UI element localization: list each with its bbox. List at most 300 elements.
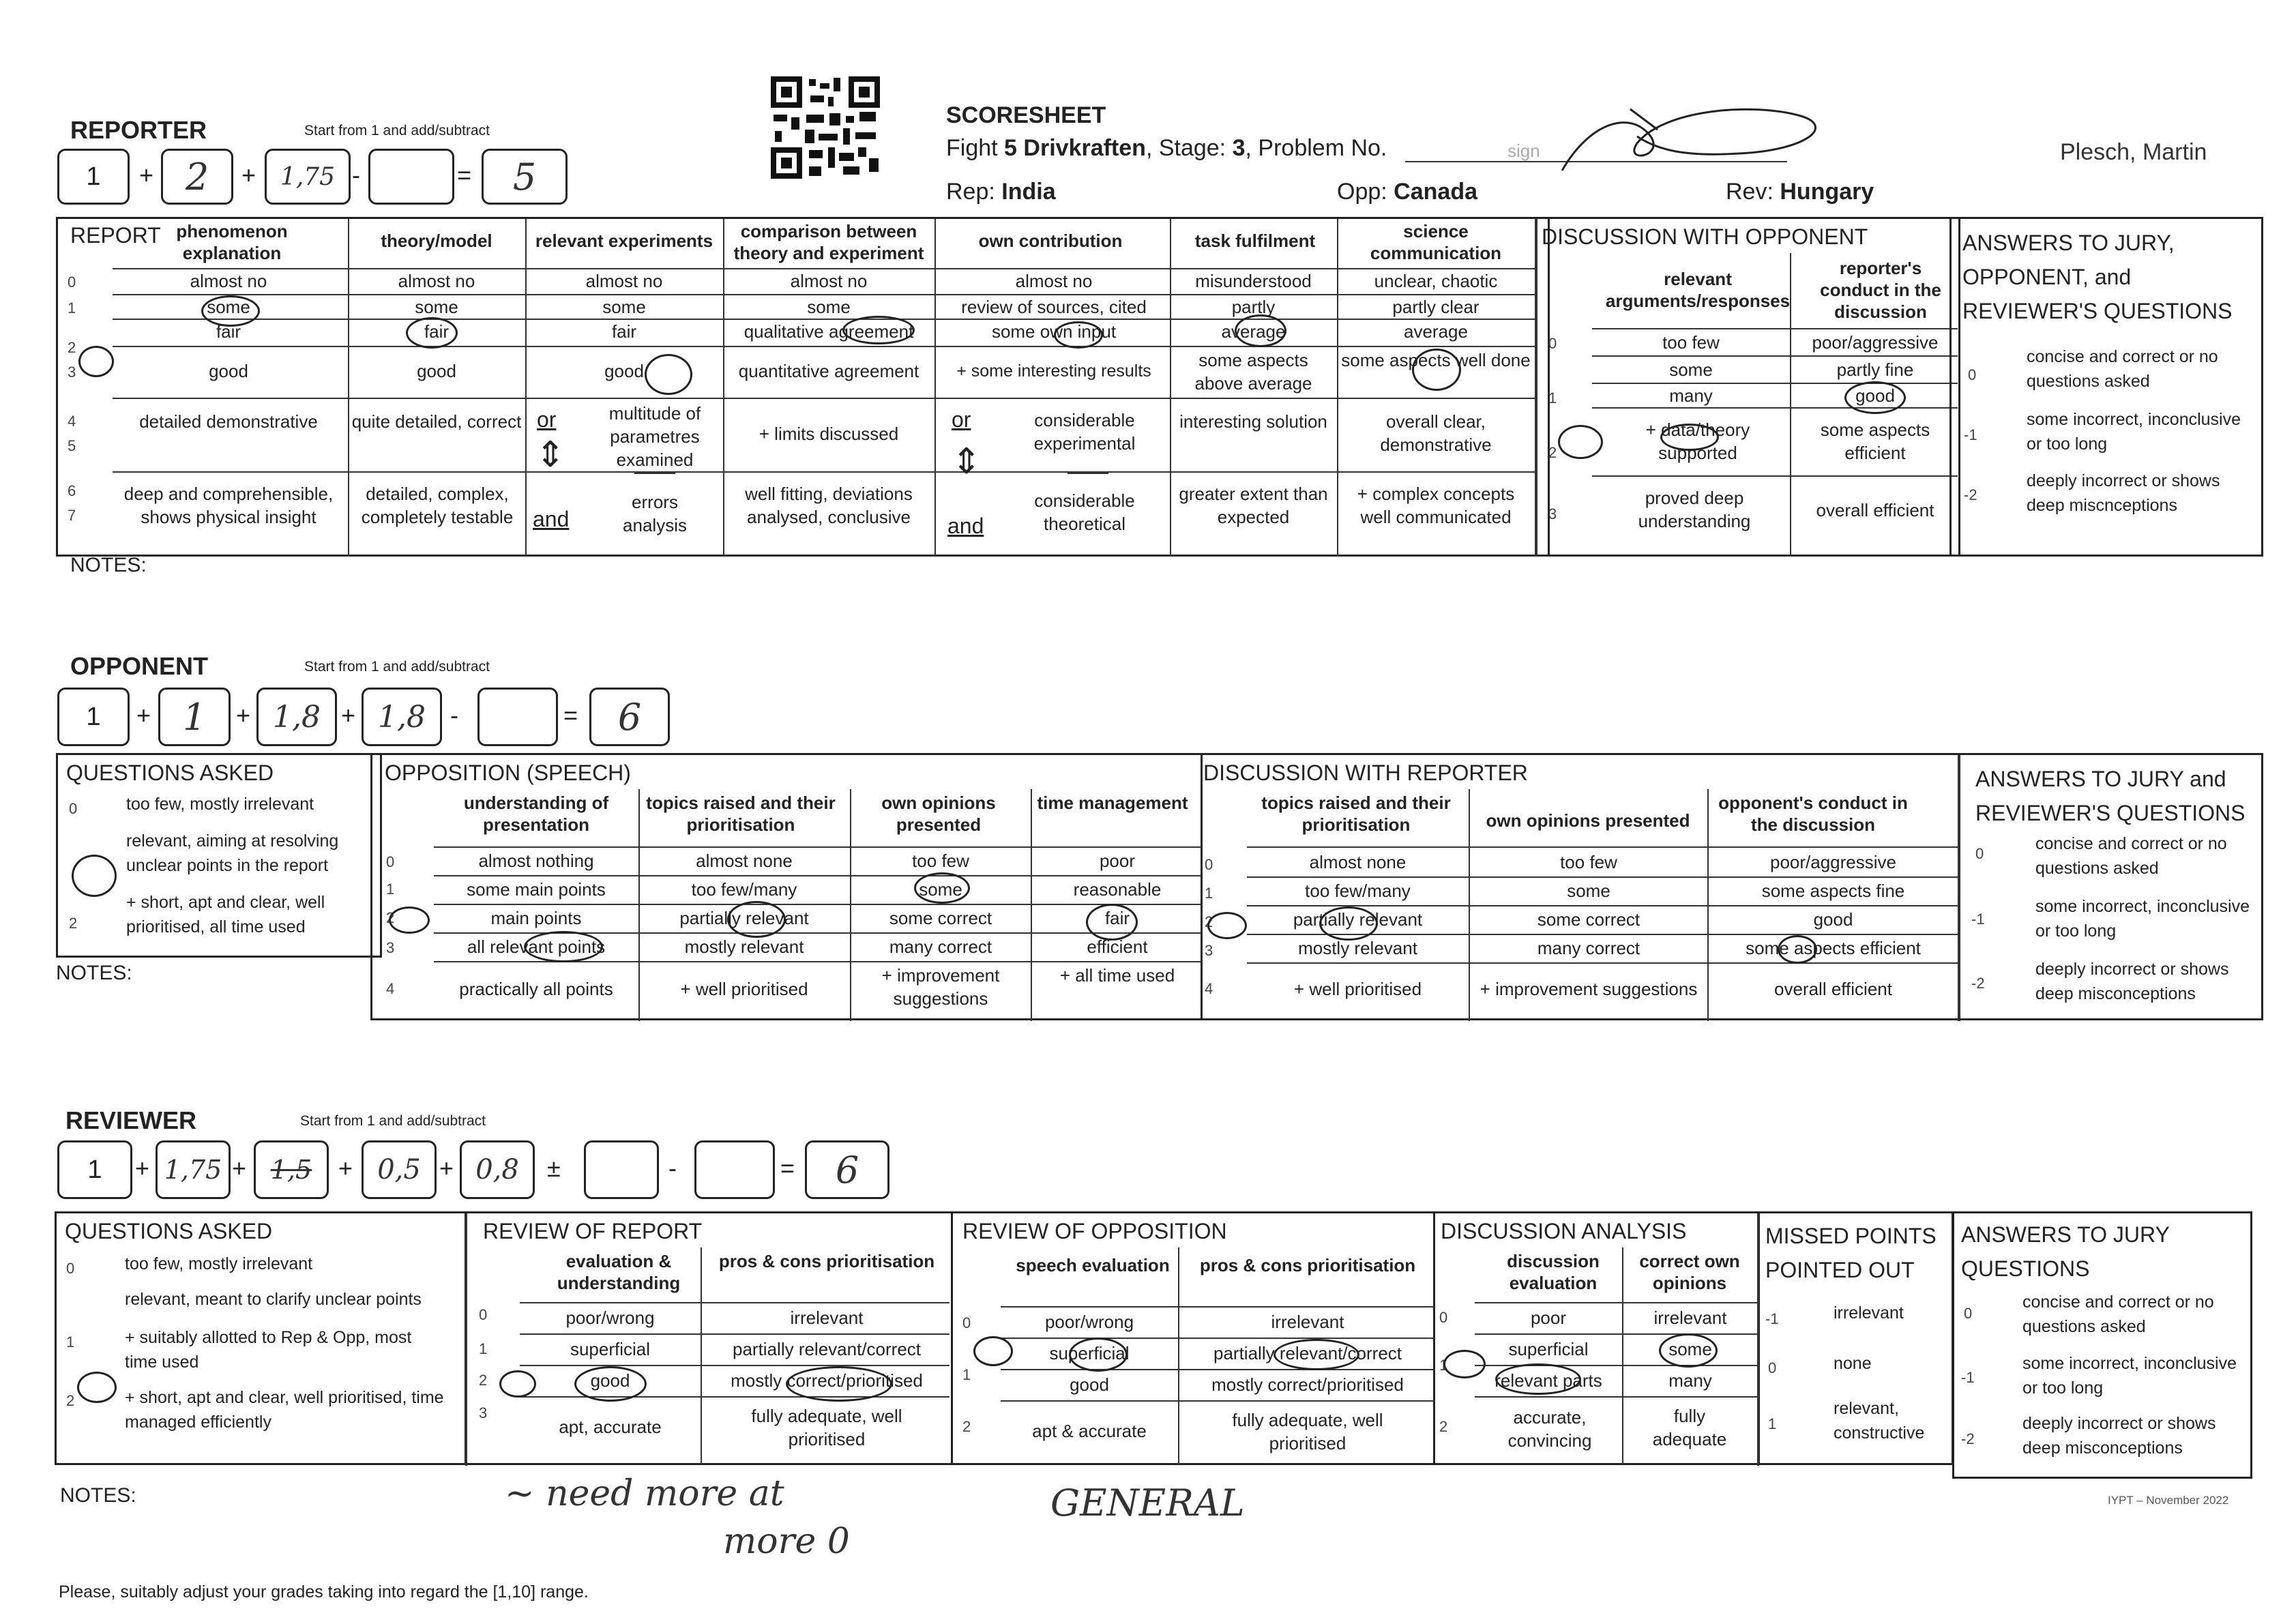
cell: too few/many <box>691 879 797 900</box>
cell: many <box>1669 385 1713 406</box>
col-header: pros & cons prioritisation <box>1199 1255 1416 1275</box>
row-number: 0 <box>66 1260 75 1277</box>
row-number: 3 <box>479 1404 488 1421</box>
cell: + well prioritised <box>680 979 808 999</box>
equals-sign: = <box>563 701 578 729</box>
reviewer-hint: Start from 1 and add/subtract <box>300 1113 486 1129</box>
cell: some aspects efficient <box>1746 938 1921 958</box>
juror-name: Plesch, Martin <box>2060 139 2207 165</box>
row-number: 1 <box>68 299 76 316</box>
report-label: REPORT <box>70 223 161 248</box>
row-number: 0 <box>1964 1305 1973 1322</box>
rep-label: Rep: <box>946 179 995 205</box>
reporter-score-2[interactable] <box>265 149 351 205</box>
row-divider <box>1001 1369 1434 1370</box>
cell: partly fine <box>1836 359 1914 380</box>
row-divider <box>434 904 1201 905</box>
opponent-answers-panel <box>1959 753 2263 1020</box>
rev-team: Hungary <box>1780 179 1874 205</box>
da-title: DISCUSSION ANALYSIS <box>1441 1219 1687 1243</box>
reviewer-questions-panel <box>55 1211 467 1465</box>
cell: almost none <box>696 851 793 871</box>
row-number: 5 <box>68 437 76 454</box>
answers-title: ANSWERS TO JURY and REVIEWER'S QUESTIONS <box>1975 767 2246 825</box>
cell: partly <box>1231 297 1276 317</box>
opponent-score-1[interactable] <box>158 688 231 746</box>
row-number: -1 <box>1961 1369 1975 1386</box>
cell: partially relevant <box>679 908 809 928</box>
cell: practically all points <box>459 979 613 999</box>
cell: mostly relevant <box>1298 938 1417 958</box>
hand-circle <box>1558 425 1603 459</box>
cell: overall efficient <box>1774 979 1892 999</box>
cell: proved deep understanding <box>1638 488 1751 531</box>
col-header: own opinions presented <box>881 793 996 835</box>
cell: poor <box>1099 851 1136 871</box>
plus-sign: + <box>139 161 154 189</box>
cell: + well prioritised <box>1293 979 1422 999</box>
row-number: 1 <box>66 1333 75 1350</box>
cell: good <box>1813 909 1853 930</box>
double-arrow-icon: ⇕ <box>952 442 982 482</box>
row-number: 0 <box>1975 845 1984 862</box>
hand-circle <box>1844 381 1906 414</box>
and-label: and <box>947 514 984 538</box>
row-number: 1 <box>1205 885 1213 902</box>
fight-name: Drivkraften <box>1023 135 1146 161</box>
reporter-score-minus[interactable] <box>368 149 454 205</box>
cell: detailed, complex, completely testable <box>361 484 514 527</box>
hand-circle <box>406 317 458 349</box>
cell: almost no <box>1015 271 1093 291</box>
answer-option: deeply incorrect or shows deep misconceptions <box>2035 960 2229 1003</box>
cell: greater extent than expected <box>1179 484 1328 527</box>
col-header: opponent's conduct in the discussion <box>1718 793 1908 835</box>
plus-sign: + <box>232 1154 247 1182</box>
row-number: -2 <box>1961 1430 1975 1447</box>
cell: + limits discussed <box>759 424 899 444</box>
minus-sign: - <box>668 1154 677 1182</box>
hand-circle <box>72 855 117 897</box>
row-divider <box>1592 355 1958 357</box>
cell: accurate, convincing <box>1507 1407 1592 1451</box>
equals-sign: = <box>457 161 472 189</box>
cell: mostly relevant <box>684 936 804 957</box>
stage-label: , Stage: <box>1145 135 1226 161</box>
answers-title: ANSWERS TO JURY QUESTIONS <box>1961 1222 2170 1281</box>
cell: + some interesting results <box>956 361 1151 381</box>
col-header: task fulfilment <box>1194 231 1316 251</box>
reviewer-title: REVIEWER <box>65 1106 197 1134</box>
row-number: 3 <box>68 364 76 381</box>
plus-minus-sign: ± <box>547 1154 561 1182</box>
disc-rep-title: DISCUSSION WITH REPORTER <box>1203 761 1528 785</box>
cell: fully adequate, well prioritised <box>1232 1410 1383 1453</box>
row-number: 2 <box>1439 1418 1448 1435</box>
row-divider <box>1001 1338 1434 1339</box>
hand-circle <box>1274 1339 1359 1370</box>
hand-circle <box>201 295 260 327</box>
cell: multitude of parametres examined <box>608 403 701 470</box>
col-divider <box>723 219 724 557</box>
col-divider <box>1170 219 1171 557</box>
opponent-score-minus[interactable] <box>477 688 558 746</box>
opponent-questions-panel <box>56 753 382 958</box>
rev-line <box>1726 179 1874 205</box>
review-of-report-panel <box>465 1211 953 1465</box>
row-divider <box>520 1365 950 1366</box>
answer-option: some incorrect, inconclusive or too long <box>2022 1354 2237 1398</box>
col-header: pros & cons prioritisation <box>718 1251 935 1271</box>
row-number: 4 <box>68 413 76 430</box>
hand-circle <box>77 1372 117 1403</box>
col-divider <box>934 219 936 557</box>
cell: quite detailed, correct <box>351 411 522 432</box>
hand-circle <box>524 931 603 962</box>
cell: some <box>602 297 646 317</box>
row-number: 2 <box>1548 444 1557 461</box>
review-of-opposition-panel <box>951 1211 1435 1465</box>
plus-sign: + <box>136 701 151 729</box>
col-header: theory/model <box>381 231 492 251</box>
cell: too few <box>1560 852 1617 872</box>
cell: average <box>1221 321 1286 342</box>
speech-title: OPPOSITION (SPEECH) <box>385 761 631 785</box>
cell: good <box>1855 385 1895 406</box>
row-number: 1 <box>1548 389 1557 407</box>
handwritten-note: ~ need more at <box>505 1473 784 1514</box>
missed-option: none <box>1834 1354 1872 1373</box>
cell: almost none <box>1309 852 1407 872</box>
plus-sign: + <box>135 1154 150 1182</box>
answer-option: some incorrect, inconclusive or too long <box>2027 410 2241 454</box>
scoresheet-title: SCORESHEET <box>946 102 1106 128</box>
reviewer-score-1-value: 1,75 <box>164 1155 222 1185</box>
cell: some <box>415 297 458 317</box>
rev-label: Rev: <box>1726 179 1773 205</box>
col-header: reporter's conduct in the discussion <box>1820 258 1941 322</box>
cell: partially relevant/correct <box>733 1339 921 1359</box>
cell: considerable experimental <box>1033 410 1136 454</box>
or-label: or <box>537 407 557 432</box>
hand-circle <box>786 1366 892 1402</box>
cell: overall clear, demonstrative <box>1380 411 1492 455</box>
plus-sign: + <box>236 701 251 729</box>
reporter-score-base <box>57 149 130 205</box>
cell-divider <box>1068 473 1108 474</box>
reviewer-score-1[interactable] <box>156 1140 231 1199</box>
cell: misunderstood <box>1195 271 1312 291</box>
row-number: 2 <box>69 915 78 932</box>
reviewer-score-3[interactable] <box>362 1140 437 1199</box>
reviewer-score-2-value: 1,5 <box>270 1155 312 1185</box>
cell: all relevant points <box>467 936 606 957</box>
row-divider <box>1247 846 1958 848</box>
cell: review of sources, cited <box>961 297 1147 317</box>
question-option: too few, mostly irrelevant <box>126 795 314 814</box>
row-number: 0 <box>1968 366 1977 383</box>
row-number: -1 <box>1964 426 1977 443</box>
question-option: + short, apt and clear, well prioritised, all time used <box>126 893 325 936</box>
cell: considerable theoretical <box>1034 490 1135 534</box>
cell: partly clear <box>1392 297 1480 317</box>
row-divider <box>1592 407 1958 409</box>
cell: some <box>1668 1339 1712 1359</box>
cell: almost no <box>398 271 475 291</box>
row-divider <box>1247 876 1958 878</box>
col-header: relevant experiments <box>535 231 713 251</box>
equals-sign: = <box>780 1154 795 1182</box>
question-option: relevant, meant to clarify unclear points <box>125 1290 422 1309</box>
missed-option: relevant, constructive <box>1834 1399 1925 1443</box>
opposition-speech-panel <box>370 753 1203 1020</box>
row-divider <box>113 346 1535 347</box>
opponent-score-2[interactable] <box>256 688 337 746</box>
col-header: comparison between theory and experiment <box>733 221 924 263</box>
row-divider <box>1475 1302 1757 1303</box>
reporter-title: REPORTER <box>70 116 207 144</box>
hand-circle <box>1659 1333 1718 1368</box>
handwritten-note: GENERAL <box>1050 1481 1245 1524</box>
row-number: 2 <box>68 339 76 356</box>
discussion-with-reporter-panel <box>1192 753 1960 1020</box>
handwritten-note: more 0 <box>723 1521 850 1562</box>
cell: almost no <box>585 271 663 291</box>
cell: fair <box>1104 908 1130 928</box>
reviewer-score-4[interactable] <box>460 1140 535 1199</box>
row-divider <box>520 1302 950 1303</box>
cell: + improvement suggestions <box>1480 979 1698 999</box>
opponent-score-2-value: 1,8 <box>273 699 321 735</box>
row-number: 4 <box>386 980 395 997</box>
opponent-score-3-value: 1,8 <box>378 699 426 735</box>
col-header: relevant arguments/responses <box>1605 269 1791 311</box>
cell: superficial <box>570 1339 651 1359</box>
row-number: 0 <box>68 274 76 291</box>
sign-label: sign <box>1507 141 1540 161</box>
cell: poor/wrong <box>1044 1312 1134 1332</box>
row-number: 2 <box>386 909 395 926</box>
row-number: 0 <box>1205 856 1213 873</box>
cell: some aspects above average <box>1194 350 1312 394</box>
col-header: science communication <box>1370 221 1502 263</box>
answer-option: concise and correct or no questions asked <box>2022 1293 2214 1336</box>
cell: + data/theory supported <box>1645 419 1750 463</box>
col-divider <box>465 1213 467 1466</box>
col-header: discussion evaluation <box>1507 1251 1600 1293</box>
col-divider <box>525 219 527 557</box>
cell: some <box>1567 881 1610 901</box>
fight-number: 5 <box>1004 135 1017 161</box>
disc-title: DISCUSSION WITH OPPONENT <box>1542 224 1868 249</box>
col-header: phenomenon explanation <box>176 221 288 263</box>
hand-circle <box>1412 349 1461 391</box>
cell: almost no <box>790 271 868 291</box>
cell: good <box>590 1370 630 1391</box>
plus-sign: + <box>439 1154 454 1182</box>
cell: almost no <box>190 271 267 291</box>
cell: poor <box>1530 1308 1567 1328</box>
hand-circle <box>1778 935 1817 964</box>
reviewer-score-4-value: 0,8 <box>475 1154 519 1185</box>
row-divider <box>1001 1400 1434 1402</box>
row-number: 1 <box>1768 1415 1777 1432</box>
hand-circle <box>574 1366 647 1402</box>
row-number: 2 <box>1205 913 1213 930</box>
hand-circle <box>1069 1338 1128 1372</box>
hand-circle <box>1495 1363 1581 1395</box>
cell: errors analysis <box>623 492 687 535</box>
hand-circle <box>1086 904 1138 941</box>
questions-title: QUESTIONS ASKED <box>65 1219 273 1243</box>
row-number: 1 <box>386 881 395 898</box>
col-header: correct own opinions <box>1639 1251 1740 1293</box>
row-number: 2 <box>479 1372 488 1389</box>
col-header: understanding of presentation <box>463 793 609 835</box>
row-number: 2 <box>66 1392 75 1409</box>
opponent-notes-label: NOTES: <box>56 962 132 984</box>
or-label: or <box>952 407 971 432</box>
cell: fully adequate <box>1652 1406 1727 1449</box>
answers-title: ANSWERS TO JURY, OPPONENT, and REVIEWER'S QUESTIONS <box>1962 231 2233 323</box>
opponent-score-total[interactable] <box>589 688 670 746</box>
col-header: own contribution <box>978 231 1123 251</box>
cell: apt, accurate <box>559 1417 662 1437</box>
reviewer-score-total[interactable] <box>805 1140 889 1199</box>
cell: too few <box>912 851 969 871</box>
cell: many <box>1668 1370 1712 1391</box>
col-header: evaluation & understanding <box>557 1251 681 1293</box>
reporter-score-1[interactable] <box>161 149 233 205</box>
col-header: speech evaluation <box>1016 1255 1170 1275</box>
row-number: 4 <box>1205 980 1213 997</box>
cell: some aspects efficient <box>1820 419 1930 463</box>
missed-points-panel <box>1758 1211 1954 1465</box>
cell: superficial <box>1508 1339 1589 1359</box>
question-option: relevant, aiming at resolving unclear points in the report <box>126 831 339 875</box>
reviewer-score-total-value: 6 <box>835 1148 859 1192</box>
opponent-score-total-value: 6 <box>617 695 642 739</box>
cell: mostly correct/prioritised <box>731 1370 923 1391</box>
row-divider <box>520 1333 950 1335</box>
cell: poor/aggressive <box>1770 852 1896 872</box>
cell: some <box>807 297 851 317</box>
reviewer-score-2[interactable] <box>254 1140 329 1199</box>
hand-circle <box>389 906 430 934</box>
row-number: 0 <box>1548 335 1557 352</box>
rep-team: India <box>1001 179 1056 205</box>
answer-option: some incorrect, inconclusive or too long <box>2035 897 2250 941</box>
cell: some <box>207 297 250 317</box>
discussion-analysis-panel <box>1434 1211 1760 1465</box>
answer-option: deeply incorrect or shows deep misconceptions <box>2022 1414 2216 1458</box>
cell: unclear, chaotic <box>1374 271 1498 291</box>
and-label: and <box>533 507 570 531</box>
hand-circle <box>1054 321 1103 349</box>
reporter-hint: Start from 1 and add/subtract <box>304 123 490 138</box>
answer-option: concise and correct or no questions asked <box>2027 347 2218 391</box>
signature <box>1548 95 1835 184</box>
hand-circle <box>1235 314 1286 347</box>
reviewer-score-base-value: 1 <box>87 1155 102 1184</box>
reporter-score-total[interactable] <box>482 149 568 205</box>
row-divider <box>1475 1333 1757 1335</box>
row-number: 0 <box>1439 1309 1448 1326</box>
cell: some main points <box>467 879 606 900</box>
opponent-score-3[interactable] <box>362 688 442 746</box>
row-number: -1 <box>1971 911 1985 928</box>
hand-circle <box>1319 906 1378 941</box>
hand-circle <box>645 354 692 395</box>
col-header: topics raised and their prioritisation <box>1261 793 1451 835</box>
col-divider <box>850 789 851 1021</box>
cell: + improvement suggestions <box>881 965 1000 1009</box>
row-divider <box>1247 962 1958 964</box>
opponent-score-1-value: 1 <box>182 695 207 739</box>
reviewer-answers-panel <box>1952 1211 2252 1479</box>
row-divider <box>113 398 1535 399</box>
cell: interesting solution <box>1179 411 1327 432</box>
question-option: too few, mostly irrelevant <box>125 1254 313 1273</box>
cell: overall efficient <box>1816 500 1934 520</box>
opp-team: Canada <box>1394 179 1477 205</box>
cell: too few/many <box>1305 881 1411 901</box>
cell: partially relevant/correct <box>1213 1343 1402 1363</box>
cell: + complex concepts well communicated <box>1357 484 1515 527</box>
reviewer-score-adjust[interactable] <box>584 1140 659 1199</box>
row-number: 3 <box>1205 942 1213 959</box>
row-number: 2 <box>962 1418 971 1435</box>
plus-sign: + <box>338 1154 353 1182</box>
hand-circle <box>78 346 114 377</box>
cell: superficial <box>1049 1343 1130 1363</box>
row-divider <box>1001 1306 1434 1308</box>
reporter-score-total-value: 5 <box>512 155 537 198</box>
cell: many correct <box>889 936 992 957</box>
cell: some aspects fine <box>1761 881 1905 901</box>
row-divider <box>1475 1396 1757 1398</box>
cell: good <box>209 361 248 381</box>
questions-title: QUESTIONS ASKED <box>66 761 274 785</box>
row-divider <box>1592 328 1958 329</box>
cell: fully adequate, well prioritised <box>751 1406 902 1449</box>
plus-sign: + <box>241 161 256 189</box>
opponent-score-base-value: 1 <box>86 702 101 731</box>
hand-circle <box>1660 424 1719 451</box>
cell: qualitative agreement <box>744 321 914 342</box>
cell: poor/aggressive <box>1812 332 1939 353</box>
col-header: time management <box>1037 793 1188 813</box>
cell: well fitting, deviations analysed, conclusive <box>745 484 913 527</box>
cell: almost nothing <box>478 851 594 871</box>
row-divider <box>434 875 1201 876</box>
missed-option: irrelevant <box>1834 1303 1904 1323</box>
col-divider <box>1337 219 1338 557</box>
discussion-with-opponent-panel <box>1537 217 1960 557</box>
cell: some aspects well done <box>1341 350 1531 370</box>
cell: quantitative agreement <box>738 361 919 381</box>
hand-circle <box>914 872 970 904</box>
cell: fair <box>424 321 450 342</box>
reviewer-score-3-value: 0,5 <box>377 1154 421 1185</box>
cell: some correct <box>889 908 992 928</box>
cell: irrelevant <box>1653 1308 1727 1328</box>
cell: irrelevant <box>790 1308 864 1328</box>
minus-sign: - <box>450 701 458 729</box>
reviewer-score-minus[interactable] <box>694 1140 775 1199</box>
cell: some <box>919 879 962 900</box>
reviewer-score-base <box>57 1140 132 1199</box>
